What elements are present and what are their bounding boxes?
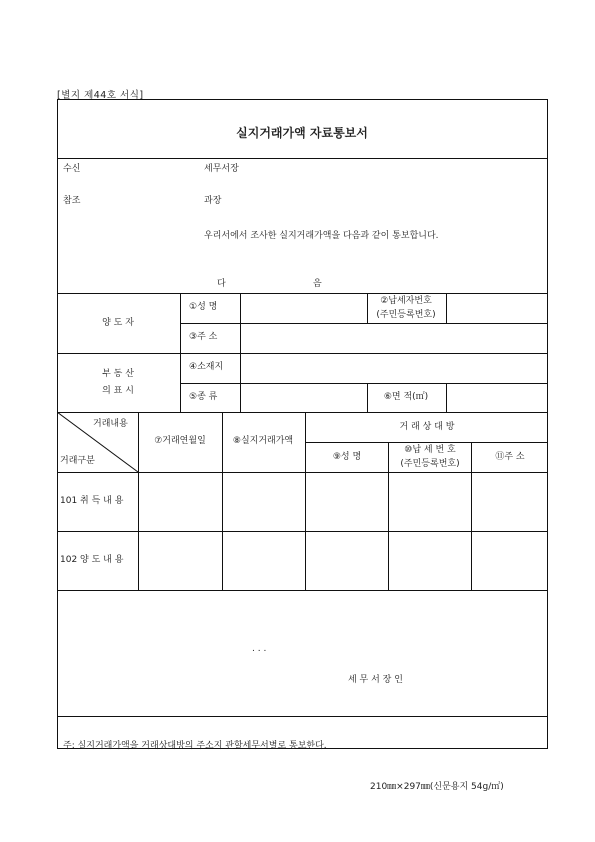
form-title: 실지거래가액 자료통보서 [236,126,368,140]
table-bottom-divider [57,590,548,591]
title-divider [57,158,548,159]
date-dots: . . . [252,644,267,654]
body-text: 우리서에서 조사한 실지거래가액을 다음과 같이 통보합니다. [204,231,439,241]
cp-tin-column-line [471,442,472,590]
next-text-1: 다 [217,279,226,289]
counterparty-divider [305,442,548,443]
property-location-label: ④소재지 [189,362,224,372]
label-column-line [180,293,181,412]
row-divider [57,531,548,532]
property-section-label-1: 부 동 산 [102,369,134,379]
note-text: 주: 실지거래가액을 거래상대방의 주소지 관할세무서별로 통보한다. [63,741,327,751]
seller-address-label: ③주 소 [189,332,218,342]
seller-tin-sub: (주민등록번호) [376,310,436,320]
category-label: 거래구분 [60,456,95,466]
area-label-right-line [446,383,447,412]
recipient-label: 수신 [63,164,81,174]
note-divider [57,716,548,717]
cp-tin-label: ⑩납 세 번 호 [404,445,456,455]
content-label: 거래내용 [93,419,128,429]
seller-tin-label: ②납세자번호 [380,296,432,306]
property-area-label: ⑥면 적(㎡) [383,392,429,402]
field-label-column-line [240,293,241,412]
seller-name-label: ①성 명 [189,302,218,312]
property-section-label-2: 의 표 시 [102,386,134,396]
price-label: ⑧실지거래가액 [232,436,294,446]
tin-label-left-line [367,293,368,323]
seller-row-divider [180,323,548,324]
next-text-2: 음 [313,279,322,289]
row-acquisition-label: 101 취 득 내 용 [60,496,124,506]
price-column-line [305,412,306,590]
tin-label-right-line [446,293,447,323]
cp-name-label: ⑨성 명 [332,452,362,462]
signer-text: 세 무 서 장 인 [348,675,403,685]
seller-divider [57,353,548,354]
form-number-label: [별지 제44호 서식] [57,90,144,101]
recipient-value: 세무서장 [204,164,239,174]
cp-address-label: ⑪주 소 [495,452,525,462]
seller-section-label: 양 도 자 [102,318,134,328]
date-label: ⑦거래연월일 [154,436,206,446]
row-transfer-label: 102 양 도 내 용 [60,555,124,565]
property-type-label: ⑤종 류 [189,392,218,402]
reference-value: 과장 [204,196,222,206]
reference-label: 참조 [63,196,81,206]
area-label-left-line [367,383,368,412]
cp-tin-sub: (주민등록번호) [400,459,460,469]
date-column-line [222,412,223,590]
header-divider [57,293,548,294]
property-row-divider [180,383,548,384]
paper-spec-footer: 210㎜×297㎜(신문용지 54g/㎡) [370,782,504,792]
counterparty-label: 거 래 상 대 방 [399,422,455,432]
cp-name-column-line [388,442,389,590]
